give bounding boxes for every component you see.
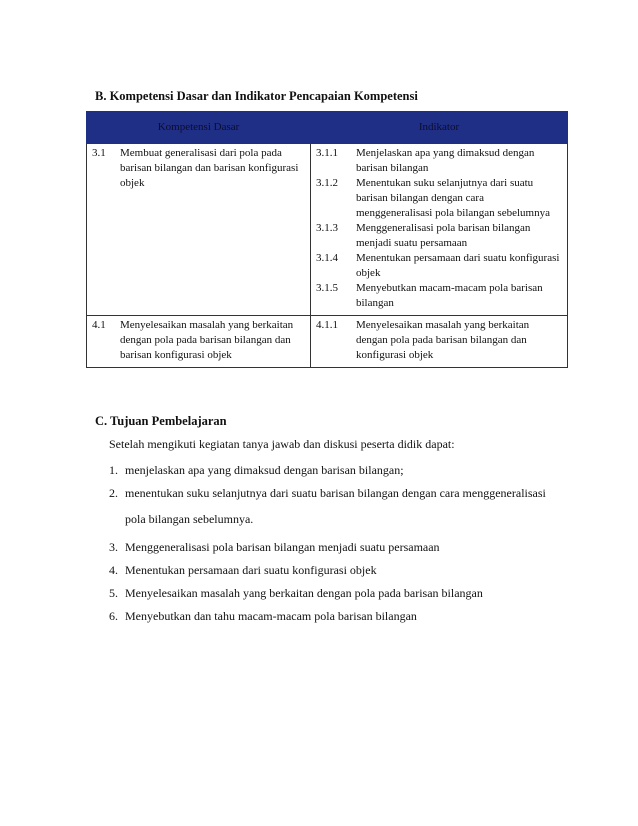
- list-item: [109, 562, 569, 578]
- goal-number: 6.: [109, 609, 118, 623]
- kd-cell: [87, 316, 311, 368]
- indicator-item: [316, 146, 563, 176]
- goal-number: 2.: [109, 486, 118, 500]
- indicator-text: Menyelesaikan masalah yang berkaitan dengan pola pada barisan bilangan dan konfigurasi objek: [356, 319, 530, 361]
- indicator-number: 3.1.2: [316, 177, 338, 189]
- indicator-text: Menjelaskan apa yang dimaksud dengan barisan bilangan: [356, 147, 535, 174]
- list-item: [109, 485, 569, 532]
- indicator-number: 3.1.4: [316, 252, 338, 264]
- section-c-title: C. Tujuan Pembelajaran: [95, 414, 227, 428]
- goal-number: 5.: [109, 586, 118, 600]
- kd-text: Menyelesaikan masalah yang berkaitan dengan pola pada barisan bilangan dan barisan konfigurasi objek: [120, 319, 294, 361]
- goal-number: 3.: [109, 540, 118, 554]
- indicator-number: 4.1.1: [316, 319, 338, 331]
- goal-text: menentukan suku selanjutnya dari suatu barisan bilangan dengan cara menggeneralisasi pola bilangan sebelumnya.: [125, 486, 546, 526]
- goal-text: menjelaskan apa yang dimaksud dengan barisan bilangan;: [125, 463, 404, 477]
- learning-goals-list: [109, 462, 569, 631]
- list-item: [109, 585, 569, 601]
- indicator-item: [316, 281, 563, 311]
- section-b-title: B. Kompetensi Dasar dan Indikator Pencapaian Kompetensi: [95, 89, 418, 103]
- kd-text: Membuat generalisasi dari pola pada barisan bilangan dan barisan konfigurasi objek: [120, 147, 299, 189]
- header-indikator: Indikator: [311, 112, 568, 144]
- indicator-cell: [311, 144, 568, 316]
- goal-text: Menyelesaikan masalah yang berkaitan dengan pola pada barisan bilangan: [125, 586, 483, 600]
- list-item: [109, 608, 569, 624]
- list-item: [109, 462, 569, 478]
- goal-number: 4.: [109, 563, 118, 577]
- indicator-cell: [311, 316, 568, 368]
- table-header-row: [87, 112, 568, 144]
- header-kompetensi-dasar: Kompetensi Dasar: [87, 112, 311, 144]
- kd-number: 4.1: [92, 319, 106, 331]
- kd-cell: [87, 144, 311, 316]
- list-item: [109, 539, 569, 555]
- kd-number: 3.1: [92, 147, 106, 159]
- table-row: [87, 316, 568, 368]
- indicator-text: Menentukan persamaan dari suatu konfigurasi objek: [356, 252, 560, 279]
- indicator-item: [316, 251, 563, 281]
- indicator-number: 3.1.5: [316, 282, 338, 294]
- goal-text: Menggeneralisasi pola barisan bilangan menjadi suatu persamaan: [125, 540, 440, 554]
- section-c-intro: Setelah mengikuti kegiatan tanya jawab dan diskusi peserta didik dapat:: [109, 437, 455, 451]
- indicator-text: Menentukan suku selanjutnya dari suatu barisan bilangan dengan cara menggeneralisasi pola bilangan sebelumnya: [356, 177, 550, 219]
- indicator-item: [316, 318, 563, 363]
- goal-text: Menentukan persamaan dari suatu konfigurasi objek: [125, 563, 377, 577]
- indicator-number: 3.1.3: [316, 222, 338, 234]
- indicator-item: [316, 176, 563, 221]
- indicator-text: Menggeneralisasi pola barisan bilangan menjadi suatu persamaan: [356, 222, 531, 249]
- goal-number: 1.: [109, 463, 118, 477]
- competency-table: [86, 111, 568, 368]
- indicator-item: [316, 221, 563, 251]
- table-row: [87, 144, 568, 316]
- goal-text: Menyebutkan dan tahu macam-macam pola barisan bilangan: [125, 609, 417, 623]
- indicator-number: 3.1.1: [316, 147, 338, 159]
- indicator-text: Menyebutkan macam-macam pola barisan bilangan: [356, 282, 543, 309]
